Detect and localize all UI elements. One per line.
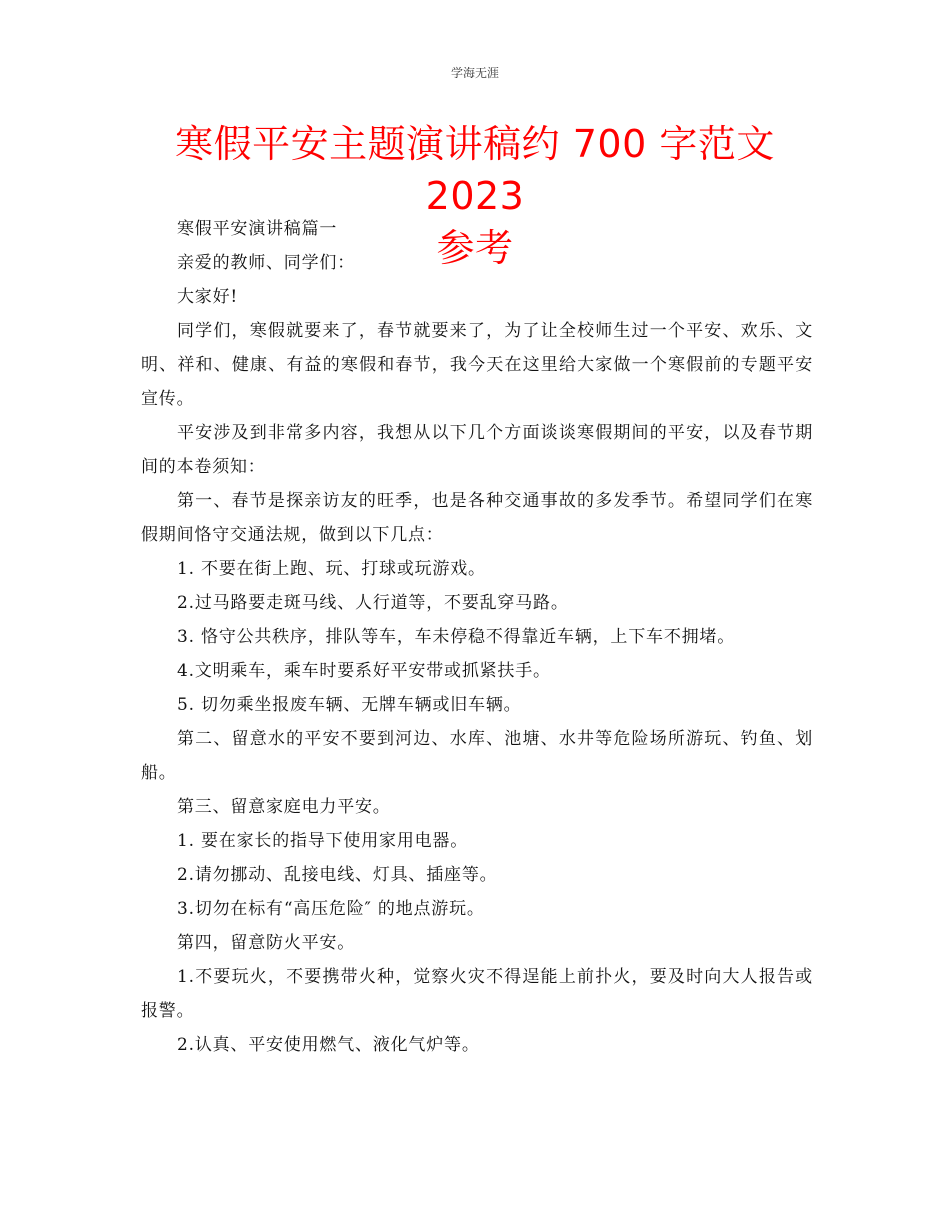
greeting: 大家好!	[177, 287, 239, 307]
list-item: 3.切勿在标有“高压危险″ 的地点游玩。	[177, 899, 485, 919]
list-item: 3. 恪守公共秩序，排队等车，车未停稳不得靠近车辆，上下车不拥堵。	[177, 627, 736, 647]
body-paragraph: 平安涉及到非常多内容，我想从以下几个方面谈谈寒假期间的平安，以及春节期间的本卷须知：	[141, 423, 813, 477]
body-paragraph: 第三、留意家庭电力平安。	[177, 797, 391, 817]
section-heading: 寒假平安演讲稿篇一	[177, 219, 338, 239]
body-paragraph: 同学们，寒假就要来了，春节就要来了，为了让全校师生过一个平安、欢乐、文明、祥和、健康、有益的寒假和春节，我今天在这里给大家做一个寒假前的专题平安宣传。	[141, 321, 813, 409]
list-item: 5. 切勿乘坐报废车辆、无牌车辆或旧车辆。	[177, 695, 522, 715]
title-line-2: 参考	[436, 226, 514, 270]
body-paragraph: 第一、春节是探亲访友的旺季，也是各种交通事故的多发季节。希望同学们在寒假期间恪守交通法规，做到以下几点：	[141, 491, 813, 545]
list-item: 1. 不要在街上跑、玩、打球或玩游戏。	[177, 559, 486, 579]
list-item: 4.文明乘车，乘车时要系好平安带或抓紧扶手。	[177, 661, 551, 681]
salutation: 亲爱的教师、同学们：	[177, 253, 355, 273]
page-header: 学海无涯	[450, 66, 499, 80]
body-paragraph: 第四，留意防火平安。	[177, 933, 355, 953]
title-line-1: 寒假平安主题演讲稿约 700 字范文 2023	[175, 122, 775, 218]
list-item: 2.请勿挪动、乱接电线、灯具、插座等。	[177, 865, 498, 885]
list-item: 1.不要玩火，不要携带火种，觉察火灾不得逞能上前扑火，要及时向大人报告或报警。	[141, 967, 813, 1021]
body-paragraph: 第二、留意水的平安不要到河边、水库、池塘、水井等危险场所游玩、钓鱼、划船。	[141, 729, 813, 783]
list-item: 1. 要在家长的指导下使用家用电器。	[177, 831, 469, 851]
list-item: 2.认真、平安使用燃气、液化气炉等。	[177, 1035, 480, 1055]
list-item: 2.过马路要走斑马线、人行道等，不要乱穿马路。	[177, 593, 569, 613]
document-body	[141, 212, 813, 1062]
